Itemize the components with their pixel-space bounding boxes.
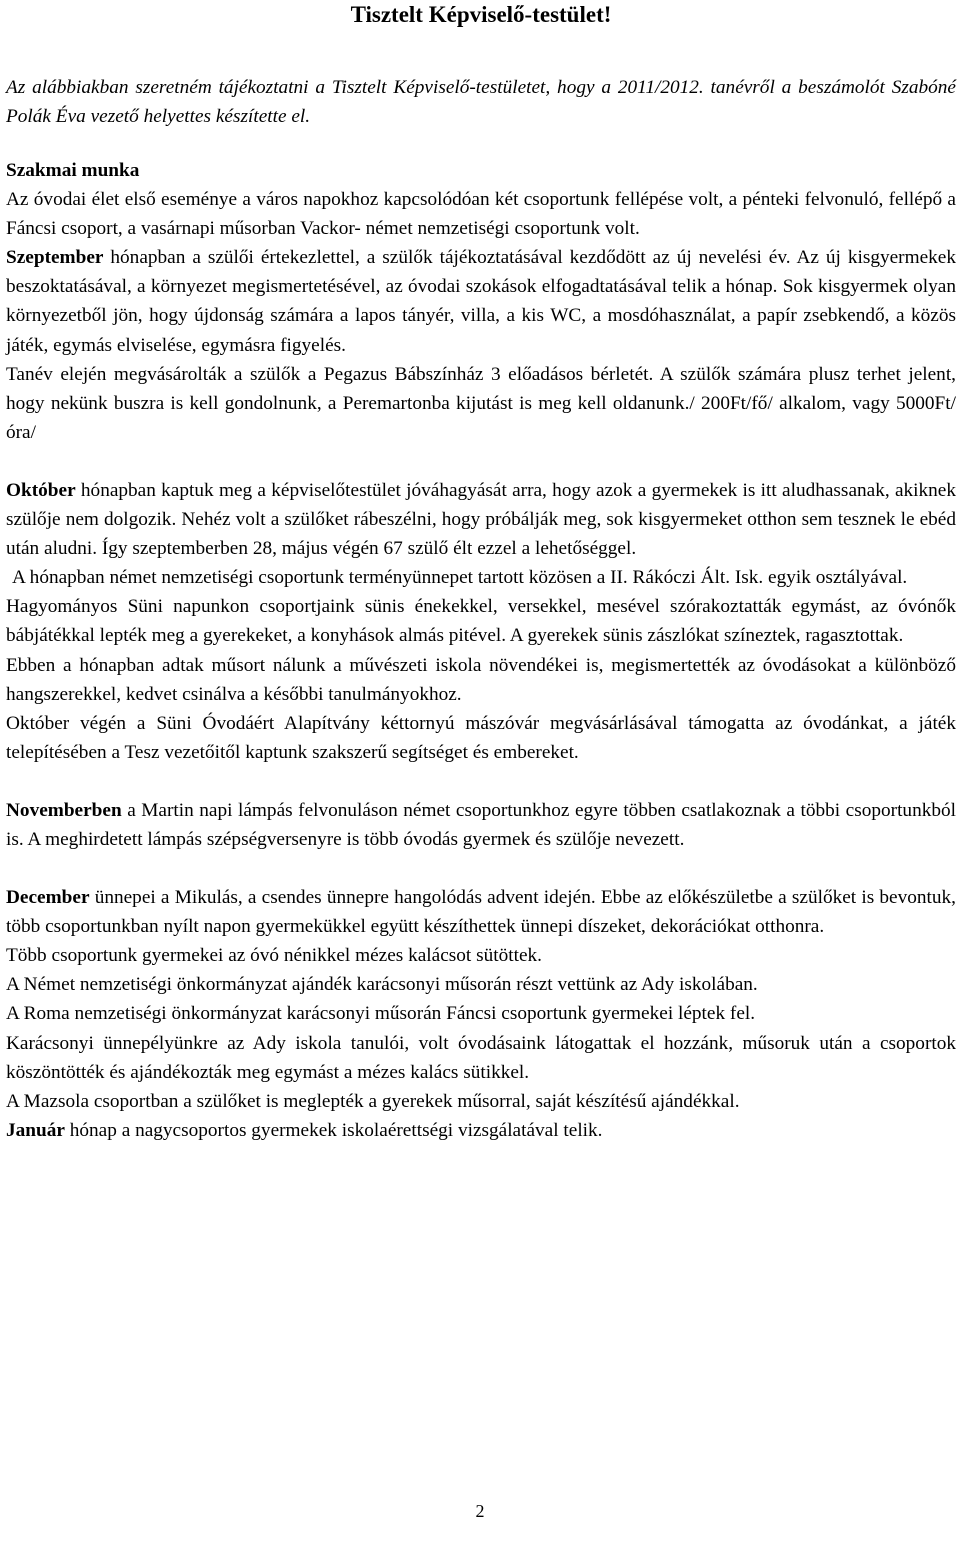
paragraph-opening: Az óvodai élet első eseménye a város napokhoz kapcsolódóan két csoportunk fellépése volt, a pénteki felvonuló, fellépő a Fáncsi csoport, a vasárnapi műsorban Vackor- német nemzetiségi csoportunk volt. bbox=[6, 189, 956, 240]
paragraph-october bbox=[6, 476, 956, 563]
month-november: Novemberben bbox=[6, 799, 122, 821]
paragraph-gingerbread: Több csoportunk gyermekei az óvó nénikkel mézes kalácsot sütöttek. bbox=[6, 945, 542, 967]
page-number: 2 bbox=[475, 1501, 485, 1521]
paragraph-december bbox=[6, 883, 956, 941]
paragraph-november bbox=[6, 796, 956, 854]
paragraph-roma-government: A Roma nemzetiségi önkormányzat karácsonyi műsorán Fáncsi csoportunk gyermekei léptek fel. bbox=[6, 1003, 756, 1025]
paragraph-january bbox=[6, 1116, 956, 1145]
paragraph-mazsola: A Mazsola csoportban a szülőket is meglepték a gyerekek műsorral, saját készítésű ajándékkal. bbox=[6, 1090, 740, 1112]
paragraph-foundation: Október végén a Süni Óvodáért Alapítvány kéttornyú mászóvár megvásárlásával támogatta az óvodánkat, a játék telepítésében a Tesz vezetőitől kaptunk szakszerű segítséget és embereket. bbox=[6, 712, 956, 763]
paragraph-hedgehog-day: Hagyományos Süni napunkon csoportjaink sünis énekekkel, versekkel, mesével szórakoztatták egymást, az óvónők bábjátékkal lepték meg a gyerekeket, a konyhások almás pitével. A gyerekek sünis zászlókat színeztek, ragasztottak. bbox=[6, 596, 956, 647]
paragraph-theatre: Tanév elején megvásárolták a szülők a Pegazus Bábszínház 3 előadásos bérletét. A szülők számára plusz terhet jelent, hogy nekünk buszra is kell gondolnunk, a Peremartonba kijutást is meg kell oldanunk./ 200Ft/fő/ alkalom, vagy 5000Ft/óra/ bbox=[6, 363, 956, 443]
section-heading: Szakmai munka bbox=[6, 160, 140, 181]
document-title: Tisztelt Képviselő-testület! bbox=[350, 2, 612, 27]
paragraph-ady-school: Karácsonyi ünnepélyünkre az Ady iskola tanulói, volt óvodásaink látogattak el hozzánk, műsoruk után a csoportok köszöntötték és ajándékozták meg egymást a mézes kalács sütikkel. bbox=[6, 1032, 956, 1083]
month-december: December bbox=[6, 887, 90, 909]
intro-paragraph: Az alábbiakban szeretném tájékoztatni a Tisztelt Képviselő-testületet, hogy a 2011/2012. tanévről a beszámolót Szabóné Polák Éva vezető helyettes készítette el. bbox=[6, 77, 956, 127]
paragraph-gap bbox=[6, 767, 956, 796]
november-text: a Martin napi lámpás felvonuláson német csoportunkhoz egyre többen csatlakoznak a többi csoportunkból is. A meghirdetett lámpás szépségversenyre is több óvodás gyermek és szülője nevezett. bbox=[6, 799, 956, 850]
paragraph-music-school: Ebben a hónapban adtak műsort nálunk a művészeti iskola növendékei is, megismertették az óvodásokat a különböző hangszerekkel, kedvet csinálva a későbbi tanulmányokhoz. bbox=[6, 654, 956, 705]
january-text: hónap a nagycsoportos gyermekek iskolaérettségi vizsgálatával telik. bbox=[64, 1119, 603, 1141]
october-text: hónapban kaptuk meg a képviselőtestület jóváhagyását arra, hogy azok a gyermekek is itt aludhassanak, akiknek szülője nem dolgozik. Nehéz volt a szülőket rábeszélni, hogy próbálják meg, sok kisgyermeket otthon sem tesznek le ebéd után aludni. Így szeptemberben 28, május végén 67 szülő élt ezzel a lehetőséggel. bbox=[6, 479, 956, 560]
paragraph-gap bbox=[6, 447, 956, 476]
document-page bbox=[6, 0, 956, 1145]
paragraph-german-government: A Német nemzetiségi önkormányzat ajándék karácsonyi műsorán részt vettünk az Ady iskolában. bbox=[6, 974, 758, 996]
paragraph-september bbox=[6, 243, 956, 359]
month-september: Szeptember bbox=[6, 247, 104, 269]
month-october: Október bbox=[6, 479, 76, 501]
month-january: Január bbox=[6, 1119, 65, 1141]
september-text: hónapban a szülői értekezlettel, a szülők tájékoztatásával kezdődött az új nevelési év. Az új kisgyermekek beszoktatásával, a környezet megismertetésével, az óvodai szokások elfogadtatásával telik a hónap. Sok kisgyermek olyan környezetből jön, hogy újdonság számára a lapos tányér, villa, a kis WC, a mosdóhasználat, a papír zsebkendő, a közös játék, egymás elviselése, egymásra figyelés. bbox=[6, 247, 956, 356]
document-body bbox=[6, 156, 956, 1145]
paragraph-harvest: A hónapban német nemzetiségi csoportunk terményünnepet tartott közösen a II. Rákóczi Ált. Isk. egyik osztályával. bbox=[12, 567, 908, 589]
paragraph-gap bbox=[6, 854, 956, 883]
december-text: ünnepei a Mikulás, a csendes ünnepre hangolódás advent idején. Ebbe az előkészületbe a szülőket is bevontuk, több csoportunkban nyílt napon gyermekükkel együtt készíthettek ünnepi díszeket, dekorációkat otthonra. bbox=[6, 887, 956, 938]
